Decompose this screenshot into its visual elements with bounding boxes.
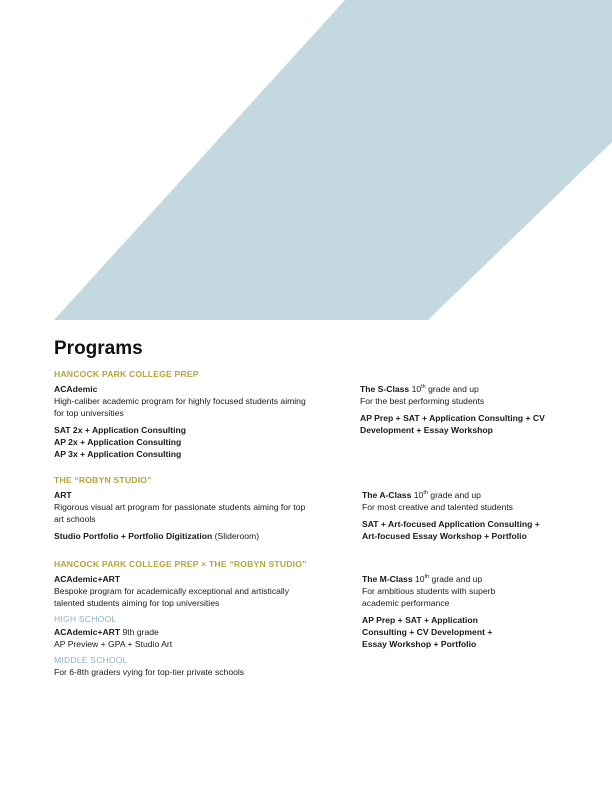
class-package: Art-focused Essay Workshop + Portfolio [362, 531, 527, 541]
class-name: The S-Class [360, 384, 410, 394]
grade-suffix: th [424, 574, 430, 581]
academic-art-program [54, 573, 344, 609]
page-title: Programs [54, 338, 143, 359]
program-name: ART [54, 490, 72, 500]
ms-description: For 6-8th graders vying for top-tier private schools [54, 667, 245, 677]
program-description: for top universities [54, 408, 124, 418]
m-class-block [362, 573, 602, 650]
decorative-diagonal-band [0, 0, 612, 330]
class-package: AP Prep + SAT + Application Consulting + CV [360, 413, 545, 423]
hs-description: AP Preview + GPA + Studio Art [54, 639, 173, 649]
program-description: High-caliber academic program for highly focused students aiming [54, 396, 306, 406]
package-item-note: (Slideroom) [212, 531, 260, 541]
section-heading-combined: HANCOCK PARK COLLEGE PREP × THE “ROBYN STUDIO” [54, 559, 307, 569]
high-school-block [54, 626, 344, 650]
hs-program-name: ACAdemic+ART [54, 627, 121, 637]
art-program [54, 489, 344, 542]
class-description: For most creative and talented students [362, 502, 513, 512]
class-description: For the best performing students [360, 396, 485, 406]
middle-school-heading: MIDDLE SCHOOL [54, 655, 128, 665]
grade-suffix: th [423, 490, 428, 497]
class-name: The A-Class [362, 490, 412, 500]
class-package: AP Prep + SAT + Application [362, 615, 478, 625]
grade-number: 10 [411, 384, 422, 394]
class-description: For ambitious students with superb [362, 586, 496, 596]
section-heading-hancock-park: HANCOCK PARK COLLEGE PREP [54, 369, 199, 379]
program-description: Rigorous visual art program for passionate students aiming for top [54, 502, 306, 512]
grade-text: grade and up [429, 574, 483, 584]
class-description: academic performance [362, 598, 450, 608]
package-item: AP 3x + Application Consulting [54, 449, 182, 459]
grade-number: 10 [415, 574, 425, 584]
hs-grade: 9th grade [120, 627, 159, 637]
section-heading-robyn-studio: THE “ROBYN STUDIO” [54, 475, 152, 485]
package-item: SAT 2x + Application Consulting [54, 425, 187, 435]
grade-suffix: th [421, 384, 426, 391]
class-name: The M-Class [362, 574, 413, 584]
academic-program [54, 383, 344, 460]
program-name: ACAdemic [54, 384, 98, 394]
class-package: Consulting + CV Development + [362, 627, 493, 637]
middle-school-block [54, 666, 344, 678]
grade-text: grade and up [427, 490, 481, 500]
program-description: Bespoke program for academically exceptional and artistically [54, 586, 290, 596]
program-name: ACAdemic+ART [54, 574, 121, 584]
package-item: AP 2x + Application Consulting [54, 437, 182, 447]
class-package: SAT + Art-focused Application Consulting + [362, 519, 540, 529]
class-package: Essay Workshop + Portfolio [362, 639, 477, 649]
program-description: art schools [54, 514, 96, 524]
high-school-heading: HIGH SCHOOL [54, 614, 117, 624]
program-description: talented students aiming for top universities [54, 598, 220, 608]
class-package: Development + Essay Workshop [360, 425, 493, 435]
package-item: Studio Portfolio + Portfolio Digitization [54, 531, 213, 541]
s-class-block [360, 383, 600, 436]
a-class-block [362, 489, 602, 542]
grade-text: grade and up [425, 384, 479, 394]
grade-number: 10 [413, 490, 424, 500]
